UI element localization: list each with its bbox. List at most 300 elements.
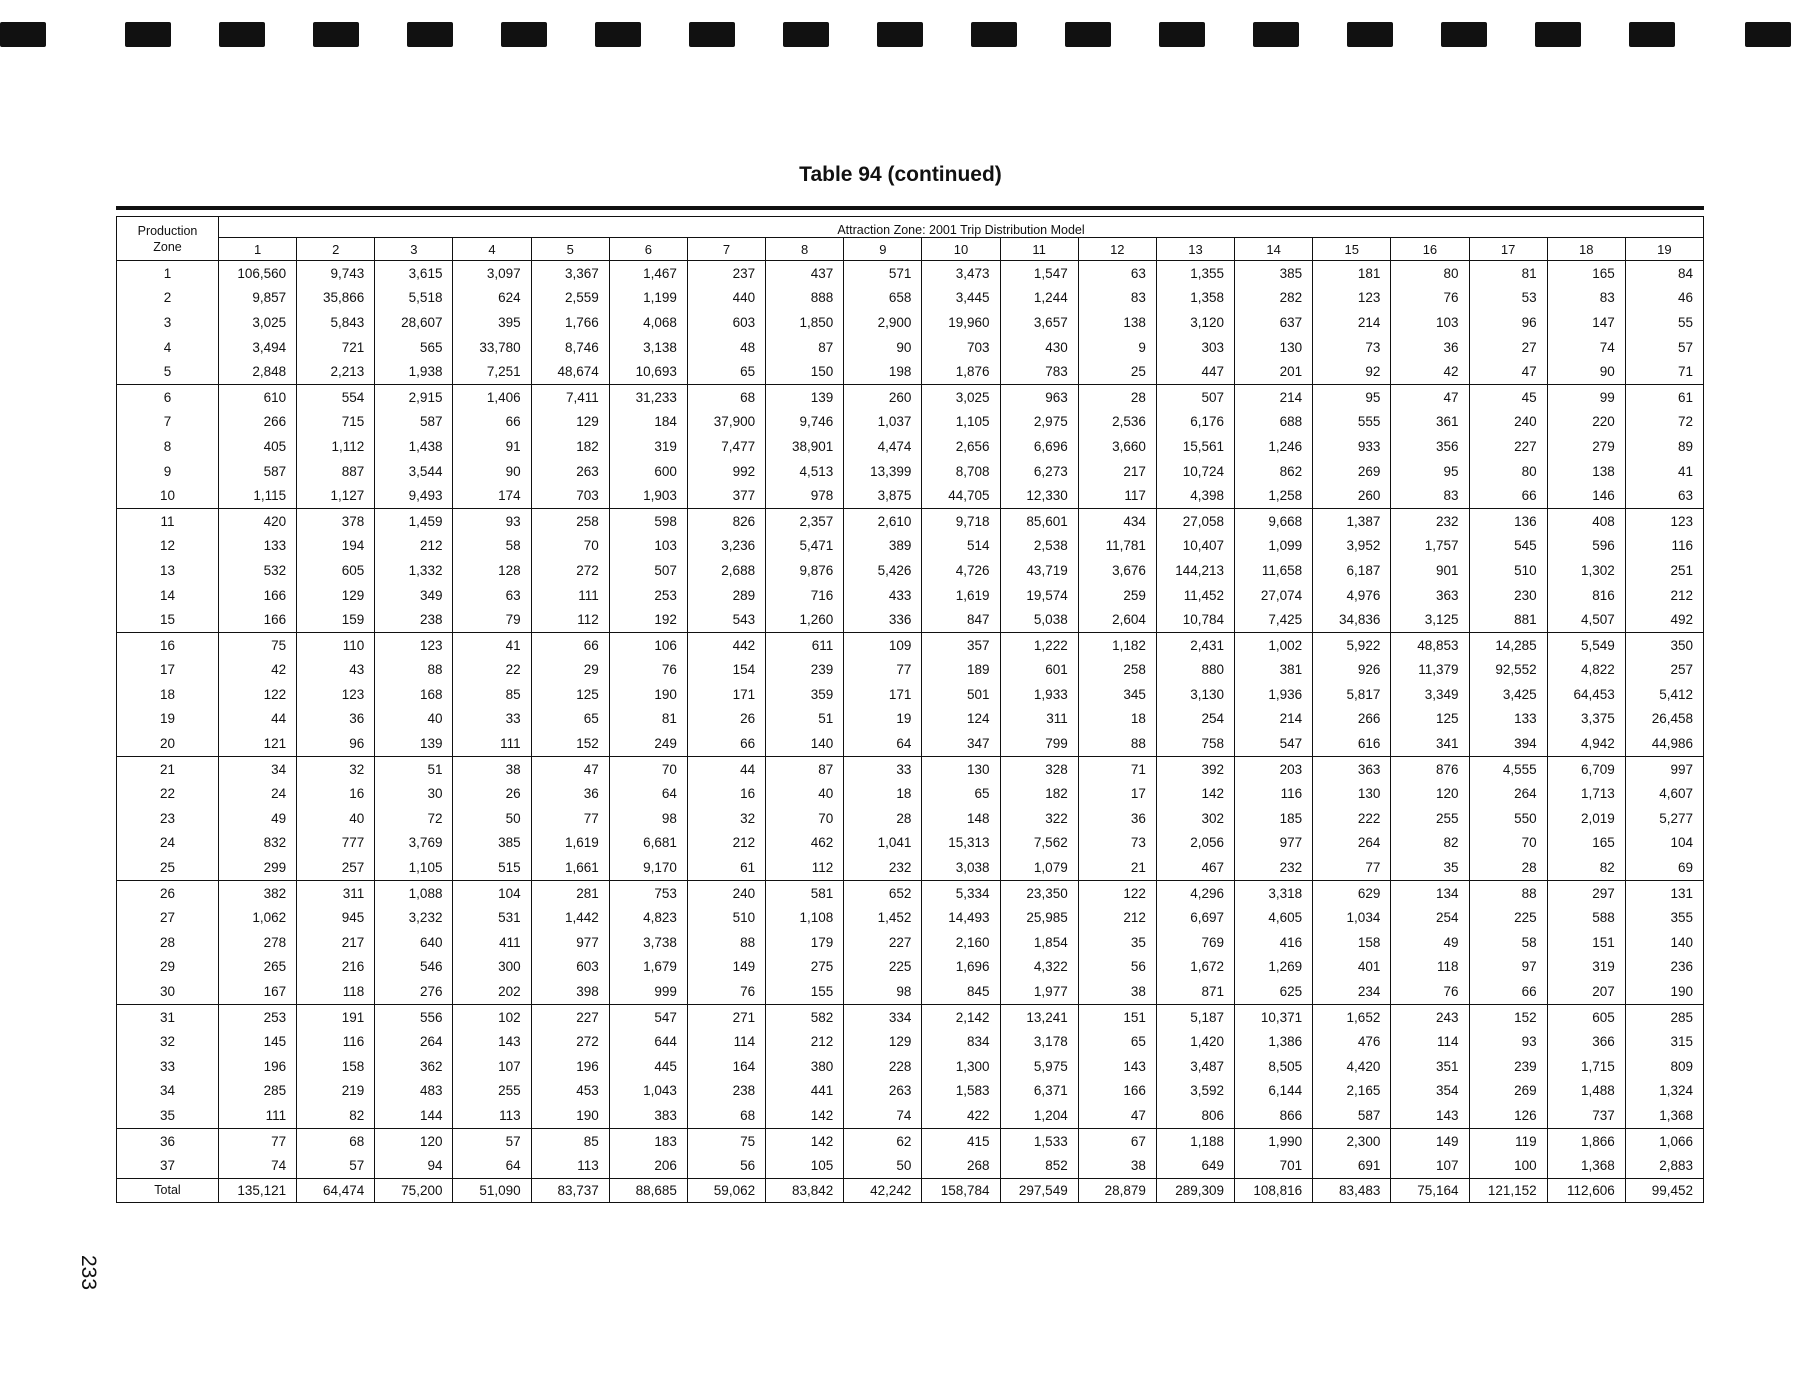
production-zone-cell: 11 [117,508,219,533]
value-cell: 144,213 [1156,558,1234,583]
production-zone-cell: 25 [117,855,219,880]
value-cell: 130 [1235,335,1313,360]
value-cell: 166 [219,607,297,632]
value-cell: 440 [687,286,765,311]
value-cell: 236 [1625,955,1703,980]
value-cell: 2,056 [1156,831,1234,856]
production-zone-cell: 7 [117,410,219,435]
value-cell: 64 [609,781,687,806]
value-cell: 225 [1469,905,1547,930]
value-cell: 165 [1547,261,1625,286]
table-row [117,682,1704,707]
value-cell: 253 [609,583,687,608]
value-cell: 543 [687,607,765,632]
column-header: 17 [1469,238,1547,261]
value-cell: 9 [1078,335,1156,360]
value-cell: 107 [453,1054,531,1079]
value-cell: 158 [1313,930,1391,955]
value-cell: 239 [766,658,844,683]
production-zone-cell: 2 [117,286,219,311]
value-cell: 35,866 [297,286,375,311]
value-cell: 550 [1469,806,1547,831]
value-cell: 159 [297,607,375,632]
value-cell: 43,719 [1000,558,1078,583]
value-cell: 198 [844,359,922,384]
value-cell: 25,985 [1000,905,1078,930]
value-cell: 1,302 [1547,558,1625,583]
value-cell: 9,718 [922,508,1000,533]
value-cell: 103 [609,534,687,559]
value-cell: 111 [219,1103,297,1128]
value-cell: 62 [844,1128,922,1153]
table-row [117,335,1704,360]
value-cell: 41 [1625,459,1703,484]
value-cell: 64,453 [1547,682,1625,707]
value-cell: 721 [297,335,375,360]
value-cell: 4,513 [766,459,844,484]
value-cell: 1,866 [1547,1128,1625,1153]
value-cell: 753 [609,880,687,905]
value-cell: 10,693 [609,359,687,384]
value-cell: 3,375 [1547,707,1625,732]
table-row [117,731,1704,756]
value-cell: 334 [844,1004,922,1029]
value-cell: 36 [1078,806,1156,831]
value-cell: 116 [1625,534,1703,559]
value-cell: 232 [1235,855,1313,880]
total-label: Total [117,1178,219,1202]
value-cell: 48,853 [1391,632,1469,657]
column-header: 13 [1156,238,1234,261]
table-row [117,632,1704,657]
value-cell: 341 [1391,731,1469,756]
value-cell: 36 [531,781,609,806]
value-cell: 106 [609,632,687,657]
value-cell: 44 [219,707,297,732]
value-cell: 1,661 [531,855,609,880]
value-cell: 14,285 [1469,632,1547,657]
value-cell: 51 [375,756,453,781]
value-cell: 38 [1078,1153,1156,1178]
value-cell: 61 [1625,384,1703,409]
value-cell: 146 [1547,483,1625,508]
value-cell: 17 [1078,781,1156,806]
value-cell: 1,696 [922,955,1000,980]
value-cell: 125 [1391,707,1469,732]
column-header: 3 [375,238,453,261]
production-zone-header-label: Production Zone [137,223,198,254]
value-cell: 56 [687,1153,765,1178]
value-cell: 871 [1156,979,1234,1004]
value-cell: 281 [531,880,609,905]
value-cell: 1,244 [1000,286,1078,311]
value-cell: 5,817 [1313,682,1391,707]
value-cell: 445 [609,1054,687,1079]
value-cell: 33 [453,707,531,732]
value-cell: 66 [531,632,609,657]
value-cell: 238 [687,1079,765,1104]
table-row [117,459,1704,484]
value-cell: 189 [922,658,1000,683]
total-value-cell: 64,474 [297,1178,375,1202]
table-row [117,1029,1704,1054]
value-cell: 1,199 [609,286,687,311]
value-cell: 408 [1547,508,1625,533]
value-cell: 3,097 [453,261,531,286]
value-cell: 510 [687,905,765,930]
binder-hole [125,22,171,47]
value-cell: 33 [844,756,922,781]
value-cell: 2,900 [844,310,922,335]
value-cell: 24 [219,781,297,806]
value-cell: 1,420 [1156,1029,1234,1054]
value-cell: 26 [453,781,531,806]
total-value-cell: 75,200 [375,1178,453,1202]
value-cell: 70 [766,806,844,831]
value-cell: 48 [687,335,765,360]
value-cell: 992 [687,459,765,484]
binder-hole [313,22,359,47]
value-cell: 28,607 [375,310,453,335]
value-cell: 547 [1235,731,1313,756]
value-cell: 144 [375,1103,453,1128]
value-cell: 145 [219,1029,297,1054]
value-cell: 240 [1469,410,1547,435]
production-zone-cell: 12 [117,534,219,559]
value-cell: 434 [1078,508,1156,533]
value-cell: 6,176 [1156,410,1234,435]
value-cell: 134 [1391,880,1469,905]
value-cell: 73 [1078,831,1156,856]
value-cell: 1,387 [1313,508,1391,533]
value-cell: 809 [1625,1054,1703,1079]
value-cell: 2,915 [375,384,453,409]
value-cell: 201 [1235,359,1313,384]
table-row [117,607,1704,632]
value-cell: 151 [1547,930,1625,955]
value-cell: 6,681 [609,831,687,856]
value-cell: 532 [219,558,297,583]
value-cell: 73 [1313,335,1391,360]
total-value-cell: 297,549 [1000,1178,1078,1202]
total-value-cell: 158,784 [922,1178,1000,1202]
production-zone-cell: 20 [117,731,219,756]
value-cell: 72 [1625,410,1703,435]
value-cell: 1,757 [1391,534,1469,559]
value-cell: 25 [1078,359,1156,384]
binder-hole [219,22,265,47]
value-cell: 4,823 [609,905,687,930]
value-cell: 83 [1078,286,1156,311]
value-cell: 382 [219,880,297,905]
value-cell: 1,088 [375,880,453,905]
value-cell: 2,160 [922,930,1000,955]
value-cell: 3,178 [1000,1029,1078,1054]
total-value-cell: 88,685 [609,1178,687,1202]
value-cell: 381 [1235,658,1313,683]
value-cell: 232 [844,855,922,880]
value-cell: 43 [297,658,375,683]
value-cell: 125 [531,682,609,707]
value-cell: 16 [297,781,375,806]
value-cell: 3,592 [1156,1079,1234,1104]
value-cell: 3,769 [375,831,453,856]
value-cell: 1,368 [1625,1103,1703,1128]
value-cell: 437 [766,261,844,286]
value-cell: 4,605 [1235,905,1313,930]
value-cell: 1,368 [1547,1153,1625,1178]
value-cell: 90 [844,335,922,360]
value-cell: 300 [453,955,531,980]
value-cell: 5,334 [922,880,1000,905]
value-cell: 1,854 [1000,930,1078,955]
table-row [117,707,1704,732]
value-cell: 336 [844,607,922,632]
page-number: 233 [77,1255,100,1291]
value-cell: 27,074 [1235,583,1313,608]
value-cell: 58 [1469,930,1547,955]
table-row [117,1153,1704,1178]
value-cell: 1,002 [1235,632,1313,657]
value-cell: 38,901 [766,434,844,459]
value-cell: 806 [1156,1103,1234,1128]
value-cell: 227 [531,1004,609,1029]
value-cell: 128 [453,558,531,583]
production-zone-cell: 9 [117,459,219,484]
value-cell: 71 [1078,756,1156,781]
table-row [117,855,1704,880]
value-cell: 76 [1391,979,1469,1004]
value-cell: 588 [1547,905,1625,930]
value-cell: 71 [1625,359,1703,384]
production-zone-cell: 5 [117,359,219,384]
table-row [117,359,1704,384]
value-cell: 112 [531,607,609,632]
value-cell: 238 [375,607,453,632]
value-cell: 737 [1547,1103,1625,1128]
value-cell: 350 [1625,632,1703,657]
value-cell: 263 [844,1079,922,1104]
value-cell: 1,938 [375,359,453,384]
value-cell: 587 [219,459,297,484]
value-cell: 644 [609,1029,687,1054]
value-cell: 70 [531,534,609,559]
value-cell: 3,494 [219,335,297,360]
value-cell: 203 [1235,756,1313,781]
value-cell: 258 [1078,658,1156,683]
value-cell: 7,425 [1235,607,1313,632]
value-cell: 254 [1391,905,1469,930]
value-cell: 143 [1078,1054,1156,1079]
value-cell: 29 [531,658,609,683]
value-cell: 50 [453,806,531,831]
value-cell: 228 [844,1054,922,1079]
value-cell: 76 [1391,286,1469,311]
value-cell: 285 [1625,1004,1703,1029]
value-cell: 385 [453,831,531,856]
binder-hole [1159,22,1205,47]
value-cell: 90 [1547,359,1625,384]
value-cell: 4,474 [844,434,922,459]
binder-hole [689,22,735,47]
value-cell: 65 [1078,1029,1156,1054]
value-cell: 123 [1625,508,1703,533]
value-cell: 40 [766,781,844,806]
value-cell: 555 [1313,410,1391,435]
value-cell: 126 [1469,1103,1547,1128]
value-cell: 38 [453,756,531,781]
production-zone-header [117,217,219,261]
value-cell: 40 [297,806,375,831]
value-cell: 587 [1313,1103,1391,1128]
value-cell: 155 [766,979,844,1004]
value-cell: 36 [1391,335,1469,360]
value-cell: 2,300 [1313,1128,1391,1153]
value-cell: 98 [844,979,922,1004]
value-cell: 6,144 [1235,1079,1313,1104]
value-cell: 21 [1078,855,1156,880]
value-cell: 14,493 [922,905,1000,930]
total-value-cell: 83,737 [531,1178,609,1202]
value-cell: 19,574 [1000,583,1078,608]
value-cell: 319 [1547,955,1625,980]
value-cell: 232 [1391,508,1469,533]
table-row [117,261,1704,286]
value-cell: 82 [297,1103,375,1128]
column-header: 1 [219,238,297,261]
value-cell: 10,784 [1156,607,1234,632]
value-cell: 777 [297,831,375,856]
value-cell: 845 [922,979,1000,1004]
production-zone-cell: 21 [117,756,219,781]
value-cell: 249 [609,731,687,756]
value-cell: 1,037 [844,410,922,435]
table-row [117,410,1704,435]
value-cell: 179 [766,930,844,955]
production-zone-cell: 34 [117,1079,219,1104]
value-cell: 97 [1469,955,1547,980]
value-cell: 1,977 [1000,979,1078,1004]
value-cell: 1,115 [219,483,297,508]
value-cell: 11,379 [1391,658,1469,683]
value-cell: 507 [609,558,687,583]
value-cell: 251 [1625,558,1703,583]
total-value-cell: 51,090 [453,1178,531,1202]
value-cell: 2,431 [1156,632,1234,657]
value-cell: 430 [1000,335,1078,360]
column-header: 6 [609,238,687,261]
binder-hole [971,22,1017,47]
value-cell: 147 [1547,310,1625,335]
value-cell: 80 [1391,261,1469,286]
value-cell: 185 [1235,806,1313,831]
value-cell: 531 [453,905,531,930]
value-cell: 420 [219,508,297,533]
value-cell: 691 [1313,1153,1391,1178]
value-cell: 76 [609,658,687,683]
value-cell: 398 [531,979,609,1004]
value-cell: 191 [297,1004,375,1029]
total-value-cell: 108,816 [1235,1178,1313,1202]
value-cell: 58 [453,534,531,559]
value-cell: 2,213 [297,359,375,384]
production-zone-cell: 16 [117,632,219,657]
value-cell: 545 [1469,534,1547,559]
value-cell: 214 [1313,310,1391,335]
table-row [117,831,1704,856]
value-cell: 1,652 [1313,1004,1391,1029]
value-cell: 118 [1391,955,1469,980]
value-cell: 202 [453,979,531,1004]
value-cell: 35 [1391,855,1469,880]
column-header: 14 [1235,238,1313,261]
value-cell: 1,850 [766,310,844,335]
table-row [117,930,1704,955]
value-cell: 441 [766,1079,844,1104]
value-cell: 8,746 [531,335,609,360]
value-cell: 703 [531,483,609,508]
column-header-row [117,238,1704,261]
value-cell: 64 [844,731,922,756]
value-cell: 514 [922,534,1000,559]
value-cell: 133 [1469,707,1547,732]
value-cell: 611 [766,632,844,657]
value-cell: 239 [1469,1054,1547,1079]
value-cell: 2,538 [1000,534,1078,559]
value-cell: 57 [1625,335,1703,360]
value-cell: 16 [687,781,765,806]
value-cell: 47 [531,756,609,781]
binder-hole [877,22,923,47]
value-cell: 4,398 [1156,483,1234,508]
value-cell: 260 [1313,483,1391,508]
value-cell: 243 [1391,1004,1469,1029]
value-cell: 999 [609,979,687,1004]
value-cell: 1,332 [375,558,453,583]
production-zone-cell: 30 [117,979,219,1004]
value-cell: 26 [687,707,765,732]
value-cell: 122 [1078,880,1156,905]
value-cell: 565 [375,335,453,360]
value-cell: 816 [1547,583,1625,608]
table-row [117,1054,1704,1079]
value-cell: 605 [1547,1004,1625,1029]
value-cell: 219 [297,1079,375,1104]
column-header: 18 [1547,238,1625,261]
value-cell: 167 [219,979,297,1004]
value-cell: 49 [219,806,297,831]
value-cell: 6,697 [1156,905,1234,930]
value-cell: 322 [1000,806,1078,831]
trip-distribution-table [116,216,1704,1203]
value-cell: 165 [1547,831,1625,856]
value-cell: 510 [1469,558,1547,583]
value-cell: 299 [219,855,297,880]
value-cell: 140 [1625,930,1703,955]
value-cell: 598 [609,508,687,533]
column-header: 8 [766,238,844,261]
value-cell: 95 [1391,459,1469,484]
value-cell: 554 [297,384,375,409]
value-cell: 624 [453,286,531,311]
binder-hole [1347,22,1393,47]
value-cell: 63 [453,583,531,608]
total-row [117,1178,1704,1202]
value-cell: 49 [1391,930,1469,955]
value-cell: 601 [1000,658,1078,683]
value-cell: 3,236 [687,534,765,559]
value-cell: 1,079 [1000,855,1078,880]
